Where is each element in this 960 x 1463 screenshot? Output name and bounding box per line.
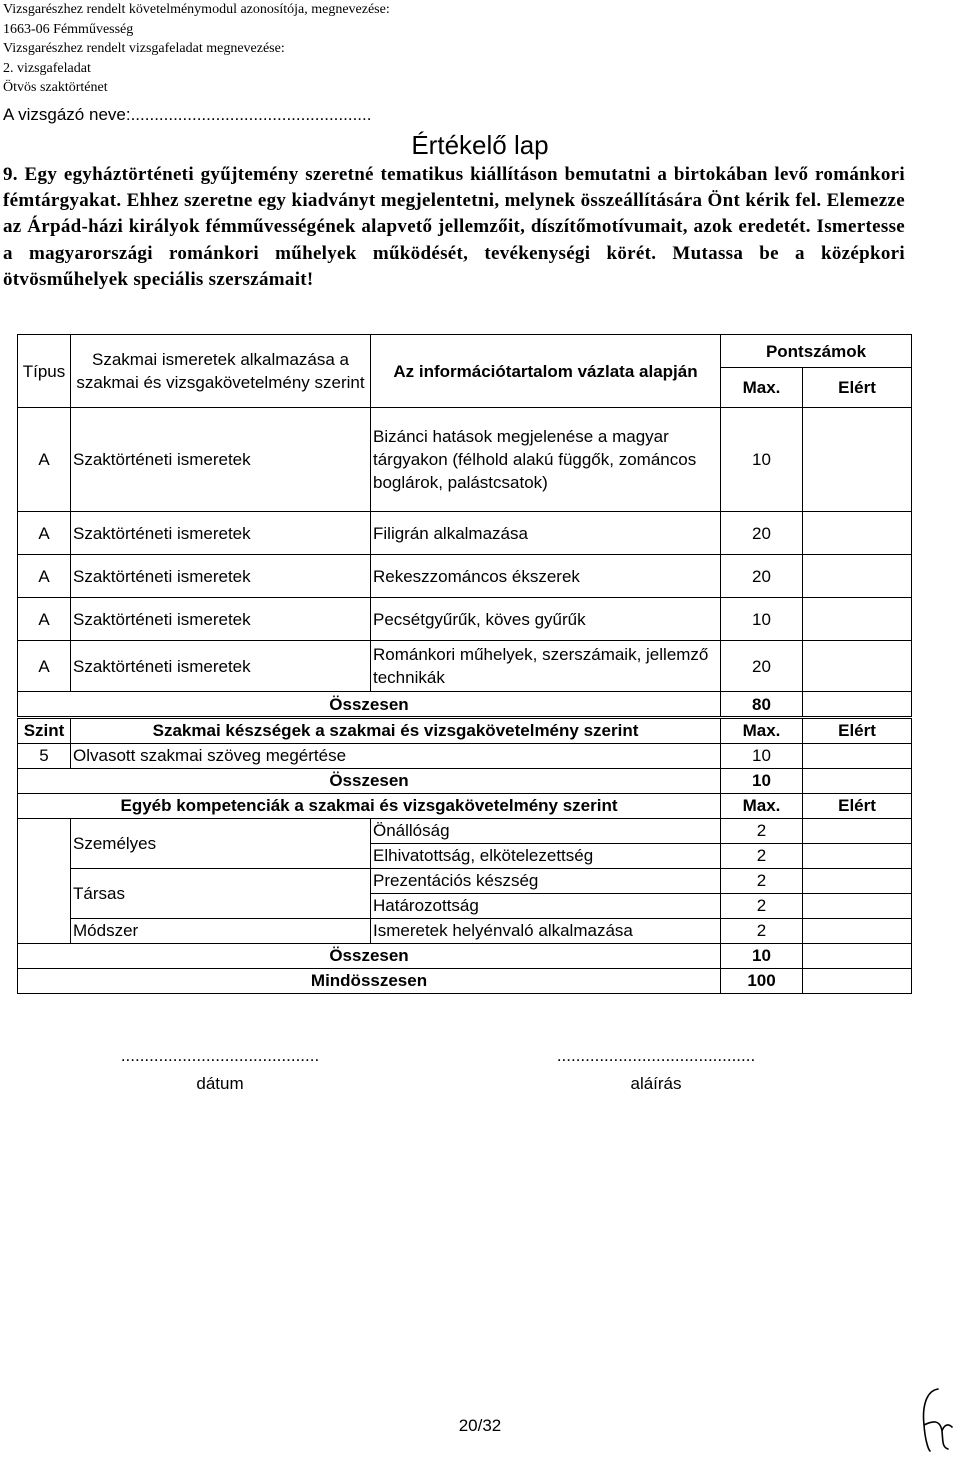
competence-item-max: 2 bbox=[721, 844, 803, 869]
skill-level: 5 bbox=[18, 744, 71, 769]
table-row bbox=[18, 641, 912, 692]
row-type: A bbox=[18, 555, 71, 598]
skills-total-row bbox=[18, 769, 912, 794]
page-number: 20/32 bbox=[458, 1416, 502, 1435]
row-max: 20 bbox=[721, 641, 803, 692]
skills-header: Szakmai készségek a szakmai és vizsgakövetelmény szerint bbox=[71, 719, 721, 744]
application-header: Szakmai ismeretek alkalmazása a szakmai és vizsgakövetelmény szerint bbox=[71, 335, 371, 408]
skills-total-achieved[interactable] bbox=[803, 769, 912, 794]
competence-row bbox=[18, 919, 912, 944]
competence-item: Ismeretek helyénvaló alkalmazása bbox=[371, 919, 721, 944]
competence-total-row bbox=[18, 944, 912, 969]
table-row bbox=[18, 555, 912, 598]
row-area: Szaktörténeti ismeretek bbox=[71, 641, 371, 692]
competence-item-achieved[interactable] bbox=[803, 894, 912, 919]
grand-total: 100 bbox=[721, 969, 803, 994]
competence-row bbox=[18, 869, 912, 894]
row-achieved[interactable] bbox=[803, 512, 912, 555]
competence-item-max: 2 bbox=[721, 894, 803, 919]
row-max: 20 bbox=[721, 512, 803, 555]
header-line: 2. vizsgafeladat bbox=[3, 60, 91, 76]
competence-group-label: Módszer bbox=[71, 919, 371, 944]
competence-item-achieved[interactable] bbox=[803, 869, 912, 894]
header-line: Vizsgarészhez rendelt követelménymodul azonosítója, megnevezése: bbox=[3, 2, 390, 17]
competence-row bbox=[18, 819, 912, 844]
signature-dots[interactable]: .......................................... bbox=[556, 1046, 756, 1065]
signature-block bbox=[516, 1042, 796, 1098]
competence-header: Egyéb kompetenciák a szakmai és vizsgakövetelmény szerint bbox=[18, 794, 721, 819]
handwritten-initial-icon bbox=[918, 1385, 954, 1455]
skills-total: 10 bbox=[721, 769, 803, 794]
competence-group-label: Társas bbox=[71, 869, 371, 919]
total-row bbox=[18, 692, 912, 717]
competence-total-achieved[interactable] bbox=[803, 944, 912, 969]
row-area: Szaktörténeti ismeretek bbox=[71, 598, 371, 641]
competence-achieved-header: Elért bbox=[803, 794, 912, 819]
row-content: Pecsétgyűrűk, köves gyűrűk bbox=[371, 598, 721, 641]
row-area: Szaktörténeti ismeretek bbox=[71, 408, 371, 512]
competence-total-label: Összesen bbox=[18, 944, 721, 969]
table-row bbox=[18, 512, 912, 555]
header-line: Vizsgarészhez rendelt vizsgafeladat megnevezése: bbox=[3, 41, 285, 57]
competence-item-achieved[interactable] bbox=[803, 919, 912, 944]
row-max: 20 bbox=[721, 555, 803, 598]
competence-item: Önállóság bbox=[371, 819, 721, 844]
row-max: 10 bbox=[721, 408, 803, 512]
competence-item-max: 2 bbox=[721, 919, 803, 944]
competence-max-header: Max. bbox=[721, 794, 803, 819]
row-area: Szaktörténeti ismeretek bbox=[71, 555, 371, 598]
content-header: Az információtartalom vázlata alapján bbox=[371, 335, 721, 408]
level-header: Szint bbox=[18, 719, 71, 744]
date-label: dátum bbox=[196, 1074, 244, 1093]
document-header bbox=[3, 0, 390, 98]
date-signature-block bbox=[80, 1042, 360, 1098]
row-type: A bbox=[18, 408, 71, 512]
skills-total-label: Összesen bbox=[18, 769, 721, 794]
competence-header-row bbox=[18, 794, 912, 819]
row-content: Románkori műhelyek, szerszámaik, jellemző technikák bbox=[371, 641, 721, 692]
row-max: 10 bbox=[721, 598, 803, 641]
competence-group-label: Személyes bbox=[71, 819, 371, 869]
skill-row bbox=[18, 744, 912, 769]
row-achieved[interactable] bbox=[803, 641, 912, 692]
grand-total-label: Mindösszesen bbox=[18, 969, 721, 994]
examinee-name-line: A vizsgázó neve:................................................... bbox=[3, 105, 372, 124]
total-max: 80 bbox=[721, 692, 803, 717]
skill-text: Olvasott szakmai szöveg megértése bbox=[71, 744, 721, 769]
row-type: A bbox=[18, 512, 71, 555]
competence-item-achieved[interactable] bbox=[803, 844, 912, 869]
skills-max-header: Max. bbox=[721, 719, 803, 744]
header-line: Ötvös szaktörténet bbox=[3, 80, 108, 96]
date-dots[interactable]: .......................................... bbox=[120, 1046, 320, 1065]
competence-item: Elhivatottság, elkötelezettség bbox=[371, 844, 721, 869]
table-header-row bbox=[18, 335, 912, 368]
table-row bbox=[18, 598, 912, 641]
achieved-header: Elért bbox=[803, 368, 912, 408]
skill-max: 10 bbox=[721, 744, 803, 769]
task-description: 9. Egy egyháztörténeti gyűjtemény szeretné tematikus kiállításon bemutatni a birtokában levő románkori fémtárgyakat. Ehhez szeretne egy kiadványt megjelentetni, melynek összeállítására Önt kérik fel. Elemezze az Árpád-házi királyok fémművességének alapvető jellemzőit, díszítőmotívumait, azok eredetét. Ismertesse a magyarországi románkori műhelyek működését, tevékenységi körét. Mutassa be a középkori ötvösműhelyek speciális szerszámait! bbox=[3, 164, 905, 290]
competence-item-max: 2 bbox=[721, 869, 803, 894]
grand-total-achieved[interactable] bbox=[803, 969, 912, 994]
competence-total: 10 bbox=[721, 944, 803, 969]
row-area: Szaktörténeti ismeretek bbox=[71, 512, 371, 555]
row-type: A bbox=[18, 641, 71, 692]
competence-item: Határozottság bbox=[371, 894, 721, 919]
row-content: Rekeszzománcos ékszerek bbox=[371, 555, 721, 598]
total-achieved[interactable] bbox=[803, 692, 912, 717]
row-achieved[interactable] bbox=[803, 408, 912, 512]
competence-item-max: 2 bbox=[721, 819, 803, 844]
knowledge-table bbox=[17, 334, 912, 717]
total-label: Összesen bbox=[18, 692, 721, 717]
row-achieved[interactable] bbox=[803, 555, 912, 598]
type-header: Típus bbox=[18, 335, 71, 408]
table-row bbox=[18, 408, 912, 512]
page-title: Értékelő lap bbox=[411, 130, 549, 160]
row-content: Bizánci hatások megjelenése a magyar tárgyakon (félhold alakú függők, zománcos boglárok, palástcsatok) bbox=[371, 408, 721, 512]
competence-blank-cell bbox=[18, 819, 71, 944]
skill-achieved[interactable] bbox=[803, 744, 912, 769]
points-header: Pontszámok bbox=[721, 335, 912, 368]
skills-table bbox=[17, 718, 912, 994]
header-line: 1663-06 Fémművesség bbox=[3, 21, 134, 37]
row-achieved[interactable] bbox=[803, 598, 912, 641]
max-header: Max. bbox=[721, 368, 803, 408]
row-content: Filigrán alkalmazása bbox=[371, 512, 721, 555]
signature-label: aláírás bbox=[630, 1074, 682, 1093]
competence-item: Prezentációs készség bbox=[371, 869, 721, 894]
grand-total-row bbox=[18, 969, 912, 994]
competence-item-achieved[interactable] bbox=[803, 819, 912, 844]
row-type: A bbox=[18, 598, 71, 641]
skills-achieved-header: Elért bbox=[803, 719, 912, 744]
skills-header-row bbox=[18, 719, 912, 744]
